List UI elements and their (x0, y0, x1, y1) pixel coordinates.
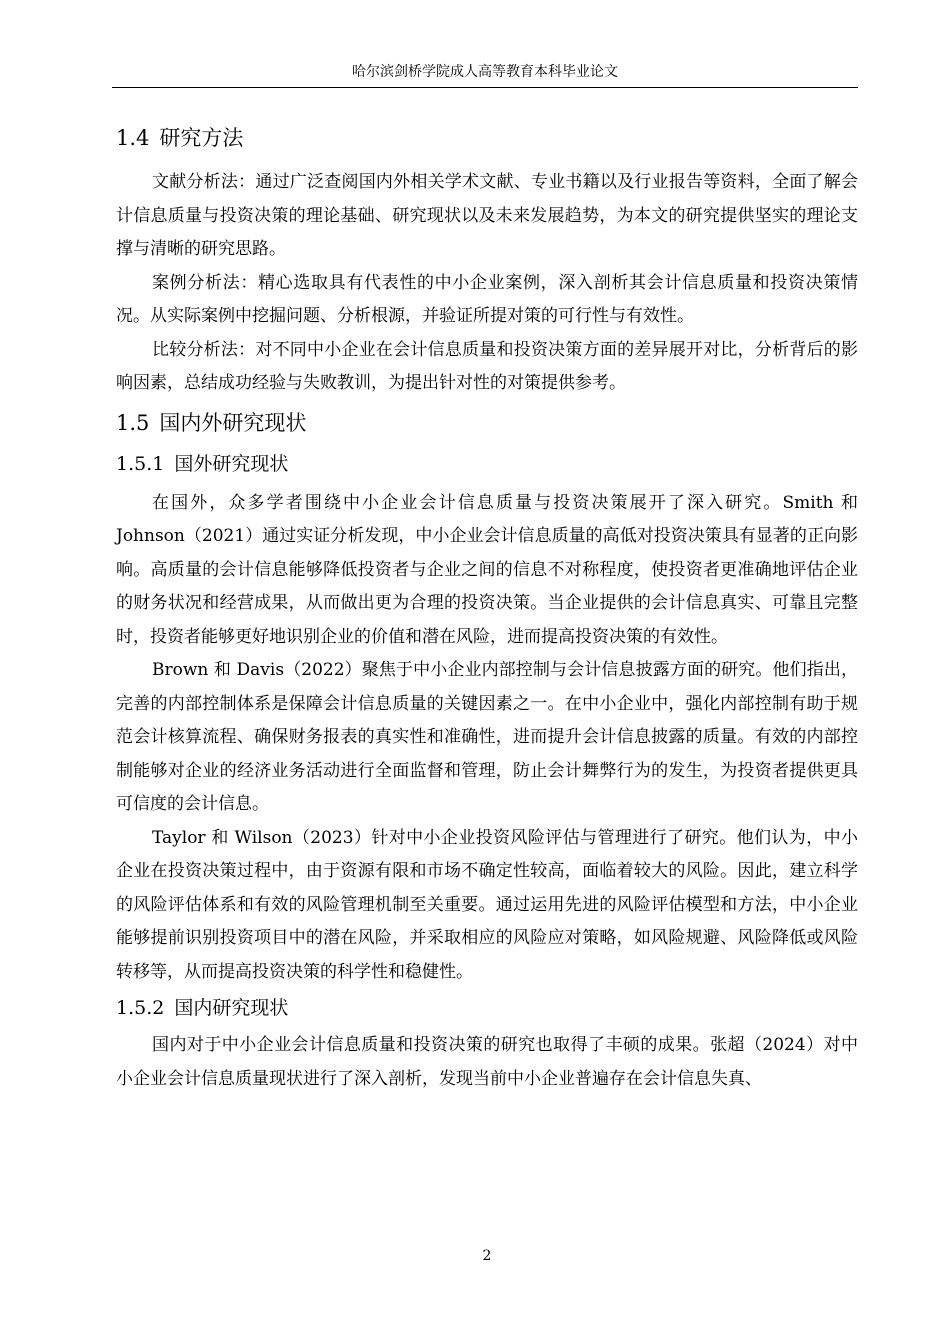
section-number: 1.5.2 (116, 997, 165, 1019)
paragraph-domestic-research: 国内对于中小企业会计信息质量和投资决策的研究也取得了丰硕的成果。张超（2024）对中小企业会计信息质量现状进行了深入剖析，发现当前中小企业普遍存在会计信息失真、 (116, 1035, 858, 1089)
section-heading-1-4 (116, 120, 858, 156)
page-number: 2 (482, 1248, 492, 1264)
section-title: 国外研究现状 (174, 452, 289, 475)
page-body (116, 120, 858, 1096)
section-number: 1.4 (116, 126, 150, 150)
paragraph-literature-method: 文献分析法：通过广泛查阅国内外相关学术文献、专业书籍以及行业报告等资料，全面了解会计信息质量与投资决策的理论基础、研究现状以及未来发展趋势，为本文的研究提供坚实的理论支撑与清晰的研究思路。 (116, 172, 858, 259)
paragraph-smith-johnson: 在国外，众多学者围绕中小企业会计信息质量与投资决策展开了深入研究。Smith 和 Johnson（2021）通过实证分析发现，中小企业会计信息质量的高低对投资决策具有显著的正向影响。高质量的会计信息能够降低投资者与企业之间的信息不对称程度，使投资者更准确地评估企业的财务状况和经营成果，从而做出更为合理的投资决策。当企业提供的会计信息真实、可靠且完整时，投资者能够更好地识别企业的价值和潜在风险，进而提高投资决策的有效性。 (116, 492, 858, 647)
running-header: 哈尔滨剑桥学院成人高等教育本科毕业论文 (352, 64, 618, 80)
section-number: 1.5 (116, 410, 150, 435)
paragraph-case-method: 案例分析法：精心选取具有代表性的中小企业案例，深入剖析其会计信息质量和投资决策情况。从实际案例中挖掘问题、分析根源，并验证所提对策的可行性与有效性。 (116, 272, 858, 326)
paragraph-brown-davis: Brown 和 Davis（2022）聚焦于中小企业内部控制与会计信息披露方面的研究。他们指出，完善的内部控制体系是保障会计信息质量的关键因素之一。在中小企业中，强化内部控制有助于规范会计核算流程、确保财务报表的真实性和准确性，进而提升会计信息披露的质量。有效的内部控制能够对企业的经济业务活动进行全面监督和管理，防止会计舞弊行为的发生，为投资者提供更具可信度的会计信息。 (116, 660, 858, 814)
paragraph-comparison-method: 比较分析法：对不同中小企业在会计信息质量和投资决策方面的差异展开对比，分析背后的影响因素，总结成功经验与失败教训，为提出针对性的对策提供参考。 (116, 339, 858, 393)
section-heading-1-5-2 (116, 991, 858, 1025)
section-title: 国内外研究现状 (159, 410, 307, 435)
section-title: 研究方法 (159, 126, 244, 150)
section-number: 1.5.1 (116, 452, 165, 475)
header-rule (112, 87, 858, 88)
section-heading-1-5-1 (116, 447, 858, 481)
section-heading-1-5 (116, 405, 858, 441)
section-title: 国内研究现状 (174, 997, 289, 1019)
paragraph-taylor-wilson: Taylor 和 Wilson（2023）针对中小企业投资风险评估与管理进行了研究。他们认为，中小企业在投资决策过程中，由于资源有限和市场不确定性较高，面临着较大的风险。因此，建立科学的风险评估体系和有效的风险管理机制至关重要。通过运用先进的风险评估模型和方法，中小企业能够提前识别投资项目中的潜在风险，并采取相应的风险应对策略，如风险规避、风险降低或风险转移等，从而提高投资决策的科学性和稳健性。 (116, 827, 858, 982)
